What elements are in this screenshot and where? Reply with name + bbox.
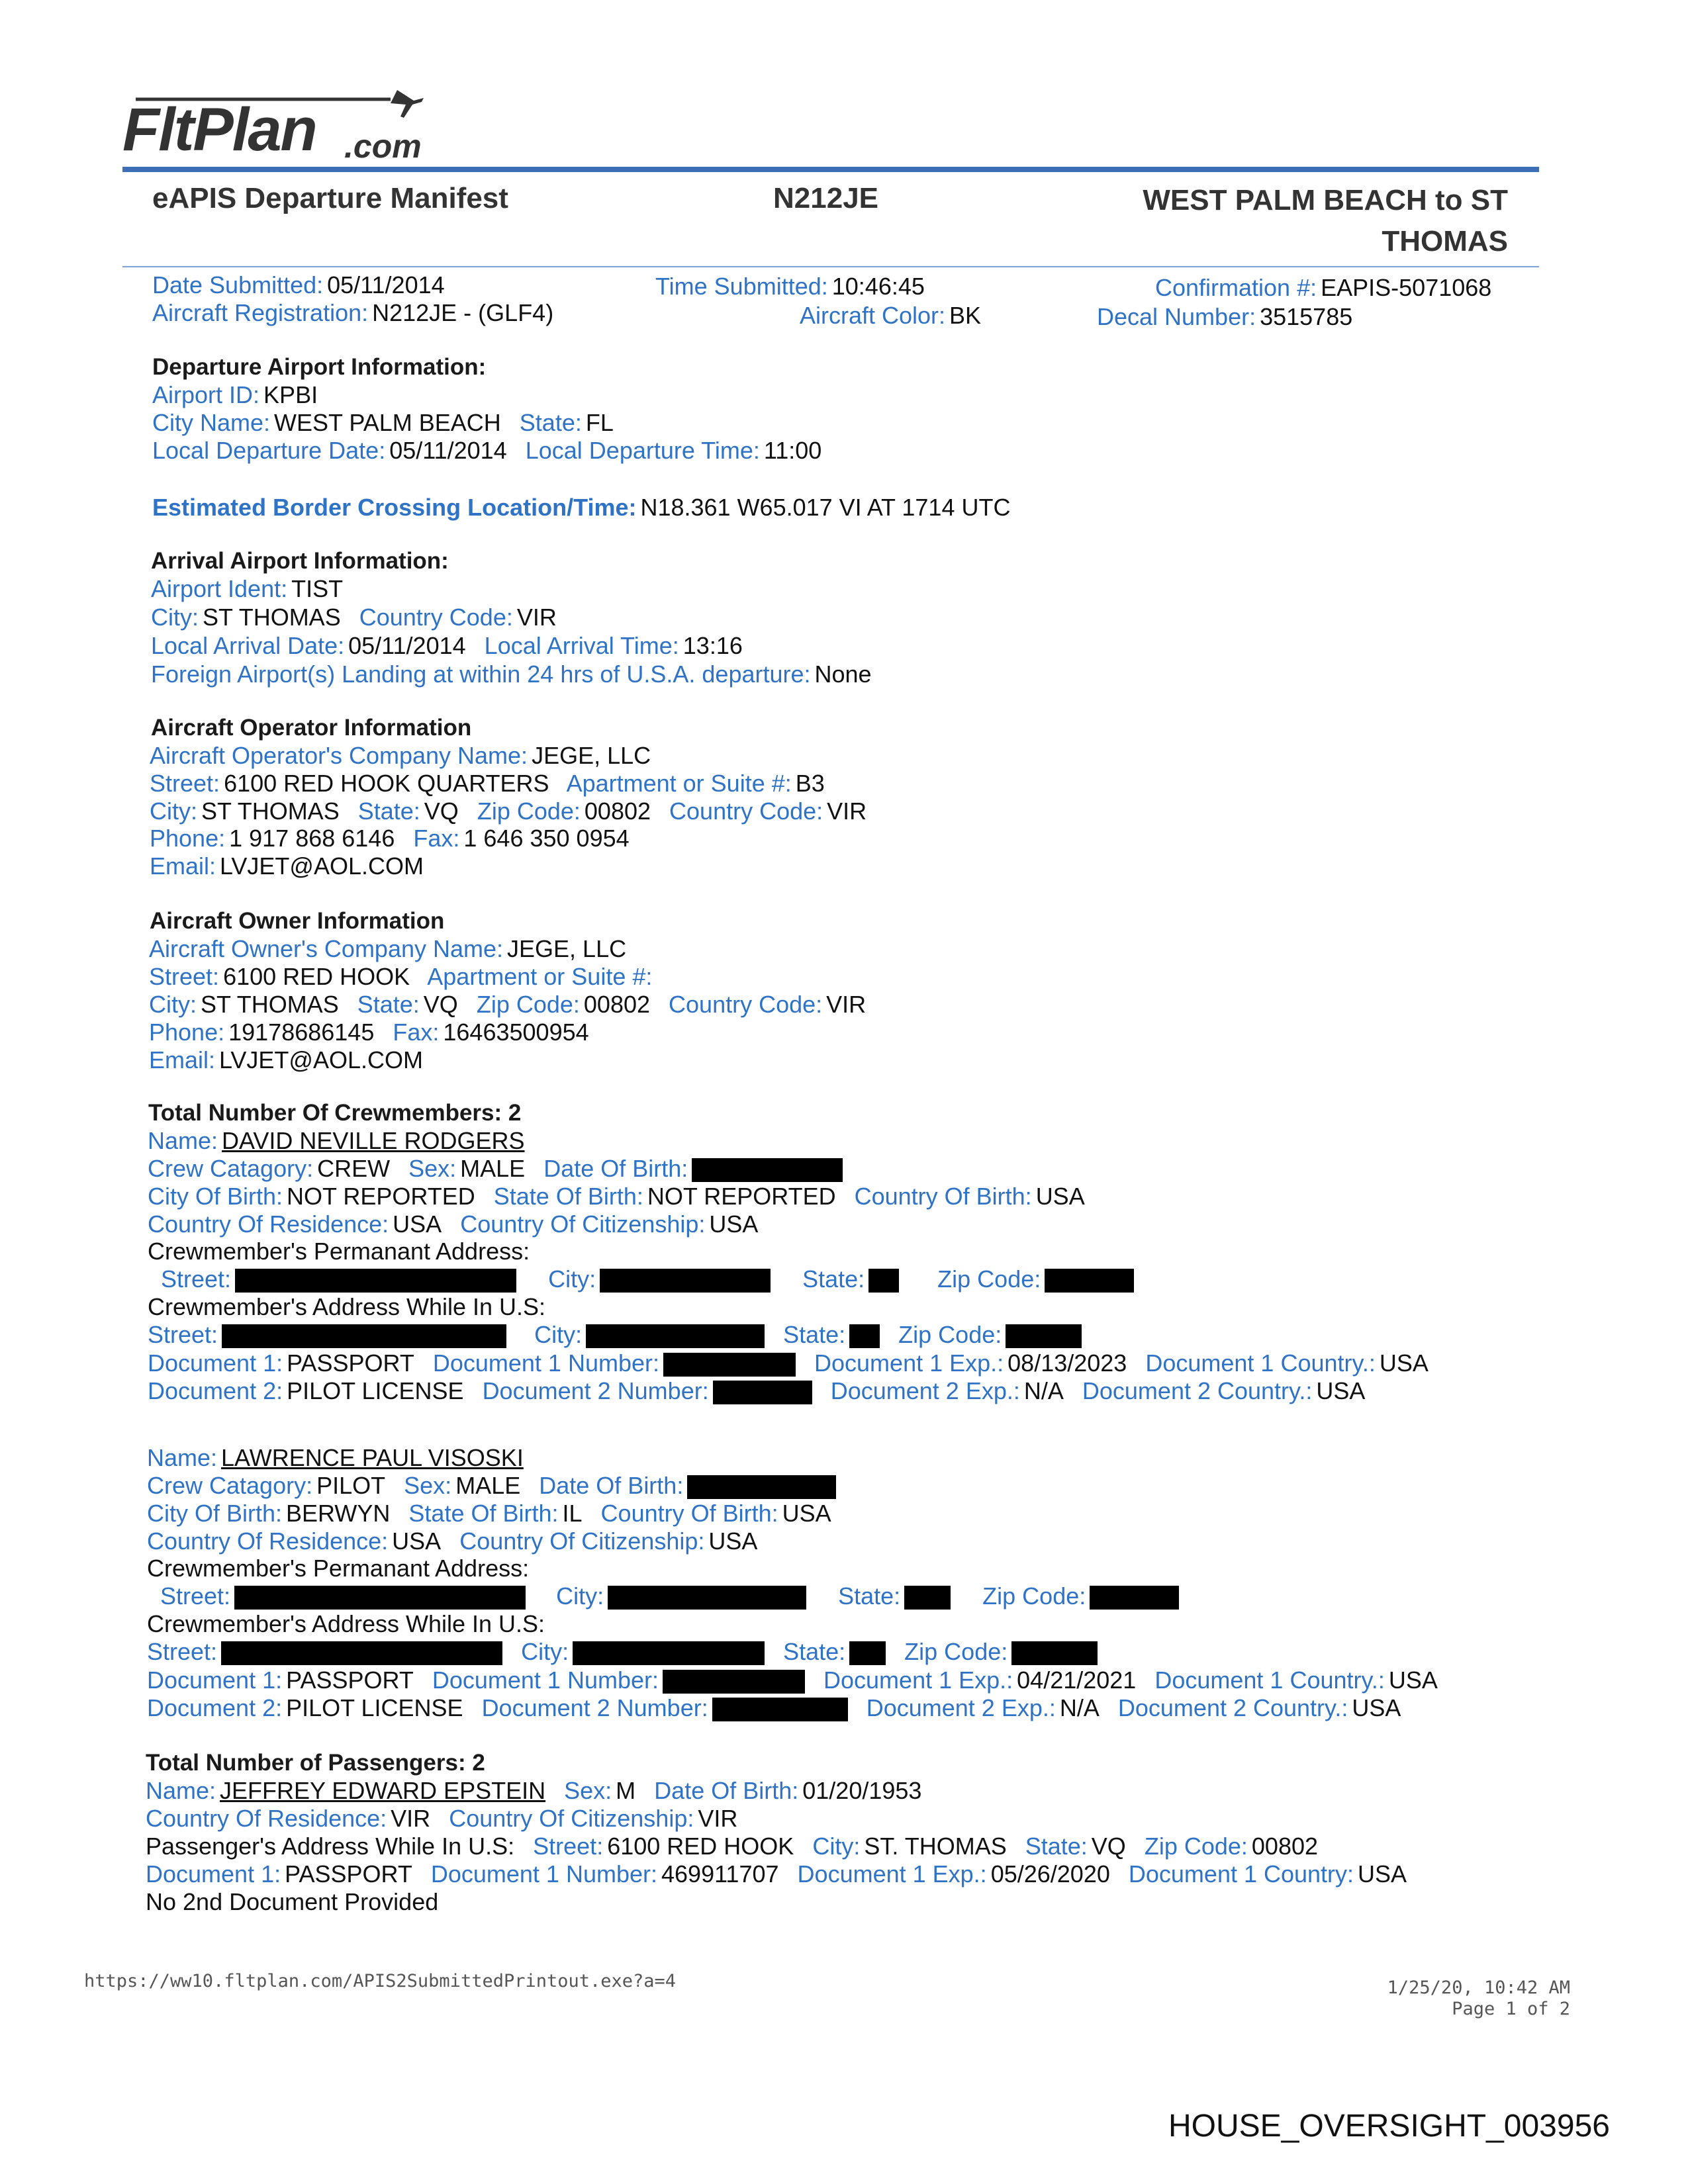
owner-street: Street: 6100 RED HOOK Apartment or Suite #: bbox=[149, 963, 653, 990]
departure-heading: Departure Airport Information: bbox=[152, 354, 487, 380]
page-title: eAPIS Departure Manifest bbox=[152, 182, 508, 214]
crew2-us-addr-label: Crewmember's Address While In U.S: bbox=[147, 1610, 545, 1637]
crew2-us-addr: Street: City: State: Zip Code: bbox=[147, 1638, 1109, 1666]
passenger-us-address: Passenger's Address While In U.S: Street: 6100 RED HOOK City: ST. THOMAS State: VQ Zip Code: 00802 bbox=[146, 1833, 1319, 1860]
meta-color: Aircraft Color: BK bbox=[800, 302, 982, 329]
crew2-name: Name: LAWRENCE PAUL VISOSKI bbox=[147, 1444, 524, 1471]
crew1-doc1: Document 1: PASSPORT Document 1 Number: Document 1 Exp.: 08/13/2023 Document 1 Country.: USA bbox=[148, 1349, 1429, 1377]
redaction-block bbox=[663, 1353, 796, 1377]
route-line-1: WEST PALM BEACH to ST bbox=[1143, 184, 1508, 216]
redaction-block bbox=[221, 1641, 502, 1665]
redaction-block bbox=[1045, 1269, 1134, 1293]
crew1-category: Crew Catagory: CREW Sex: MALE Date Of Birth: bbox=[148, 1155, 855, 1183]
redaction-block bbox=[234, 1586, 526, 1610]
redaction-block bbox=[904, 1586, 951, 1610]
footer-url: https://ww10.fltplan.com/APIS2SubmittedPrintout.exe?a=4 bbox=[84, 1971, 677, 1991]
route-line-2: THOMAS bbox=[1382, 225, 1508, 257]
passengers-heading: Total Number of Passengers: 2 bbox=[146, 1750, 485, 1776]
fltplan-logo bbox=[122, 86, 440, 172]
arrival-date-time: Local Arrival Date: 05/11/2014 Local Arrival Time: 13:16 bbox=[151, 632, 743, 659]
redaction-block bbox=[868, 1269, 899, 1293]
redaction-block bbox=[692, 1158, 843, 1182]
redaction-block bbox=[573, 1641, 765, 1665]
crew2-perm-addr-label: Crewmember's Permanant Address: bbox=[147, 1555, 530, 1582]
crew-heading: Total Number Of Crewmembers: 2 bbox=[148, 1100, 522, 1126]
redaction-block bbox=[1006, 1324, 1082, 1348]
owner-phone: Phone: 19178686145 Fax: 16463500954 bbox=[149, 1019, 589, 1046]
border-crossing: Estimated Border Crossing Location/Time: N18.361 W65.017 VI AT 1714 UTC bbox=[152, 494, 1011, 521]
crew1-name: Name: DAVID NEVILLE RODGERS bbox=[148, 1127, 525, 1154]
crew2-doc1: Document 1: PASSPORT Document 1 Number: Document 1 Exp.: 04/21/2021 Document 1 Country.: USA bbox=[147, 1666, 1438, 1694]
redaction-block bbox=[608, 1586, 806, 1610]
crew2-category: Crew Catagory: PILOT Sex: MALE Date Of Birth: bbox=[147, 1472, 848, 1500]
bates-number: HOUSE_OVERSIGHT_003956 bbox=[1168, 2109, 1610, 2144]
operator-phone: Phone: 1 917 868 6146 Fax: 1 646 350 0954 bbox=[150, 825, 630, 852]
arrival-heading: Arrival Airport Information: bbox=[151, 548, 449, 574]
meta-date-submitted: Date Submitted: 05/11/2014 bbox=[152, 271, 445, 298]
crew2-perm-addr: Street: City: State: Zip Code: bbox=[160, 1582, 1191, 1610]
owner-heading: Aircraft Owner Information bbox=[150, 908, 445, 934]
passenger-name: Name: JEFFREY EDWARD EPSTEIN Sex: M Date Of Birth: 01/20/1953 bbox=[146, 1777, 922, 1804]
redaction-block bbox=[849, 1641, 886, 1665]
footer-page: Page 1 of 2 bbox=[1452, 1999, 1570, 2019]
departure-airport-id: Airport ID: KPBI bbox=[152, 381, 318, 408]
arrival-city: City: ST THOMAS Country Code: VIR bbox=[151, 604, 557, 631]
meta-confirmation: Confirmation #: EAPIS-5071068 bbox=[1155, 274, 1492, 301]
crew2-birth: City Of Birth: BERWYN State Of Birth: IL Country Of Birth: USA bbox=[147, 1500, 831, 1527]
header-rule bbox=[122, 167, 1539, 172]
footer-datetime: 1/25/20, 10:42 AM bbox=[1387, 1978, 1570, 1998]
header-divider bbox=[122, 266, 1539, 267]
departure-city: City Name: WEST PALM BEACH State: FL bbox=[152, 409, 614, 436]
logo-text: FltPlan bbox=[122, 96, 316, 163]
departure-date-time: Local Departure Date: 05/11/2014 Local Departure Time: 11:00 bbox=[152, 437, 822, 464]
redaction-block bbox=[712, 1698, 848, 1721]
operator-heading: Aircraft Operator Information bbox=[151, 715, 472, 741]
operator-city: City: ST THOMAS State: VQ Zip Code: 00802 Country Code: VIR bbox=[150, 797, 867, 825]
redaction-block bbox=[235, 1269, 516, 1293]
arrival-foreign: Foreign Airport(s) Landing at within 24 hrs of U.S.A. departure: None bbox=[151, 660, 872, 688]
arrival-ident: Airport Ident: TIST bbox=[151, 575, 344, 602]
tail-number: N212JE bbox=[773, 182, 879, 214]
crew1-residence: Country Of Residence: USA Country Of Citizenship: USA bbox=[148, 1210, 759, 1238]
redaction-block bbox=[849, 1324, 880, 1348]
redaction-block bbox=[1090, 1586, 1179, 1610]
owner-company: Aircraft Owner's Company Name: JEGE, LLC bbox=[149, 935, 627, 962]
operator-email: Email: LVJET@AOL.COM bbox=[150, 852, 424, 880]
redaction-block bbox=[1011, 1641, 1098, 1665]
owner-email: Email: LVJET@AOL.COM bbox=[149, 1046, 423, 1073]
crew1-us-addr: Street: City: State: Zip Code: bbox=[148, 1321, 1094, 1349]
crew1-perm-addr-label: Crewmember's Permanant Address: bbox=[148, 1238, 530, 1265]
owner-city: City: ST THOMAS State: VQ Zip Code: 00802 Country Code: VIR bbox=[149, 991, 867, 1018]
logo-suffix: .com bbox=[344, 128, 422, 165]
operator-company: Aircraft Operator's Company Name: JEGE, LLC bbox=[150, 742, 651, 769]
redaction-block bbox=[600, 1269, 771, 1293]
redaction-block bbox=[713, 1381, 812, 1404]
redaction-block bbox=[586, 1324, 765, 1348]
crew2-residence: Country Of Residence: USA Country Of Citizenship: USA bbox=[147, 1527, 758, 1555]
passenger-no-doc2: No 2nd Document Provided bbox=[146, 1888, 439, 1915]
crew2-doc2: Document 2: PILOT LICENSE Document 2 Number: Document 2 Exp.: N/A Document 2 Country.: USA bbox=[147, 1694, 1401, 1721]
meta-registration: Aircraft Registration: N212JE - (GLF4) bbox=[152, 299, 554, 326]
meta-time-submitted: Time Submitted: 10:46:45 bbox=[655, 273, 925, 300]
crew1-perm-addr: Street: City: State: Zip Code: bbox=[161, 1265, 1146, 1293]
redaction-block bbox=[222, 1324, 506, 1348]
crew1-us-addr-label: Crewmember's Address While In U.S: bbox=[148, 1293, 546, 1320]
meta-decal: Decal Number: 3515785 bbox=[1097, 303, 1353, 330]
redaction-block bbox=[687, 1475, 836, 1499]
redaction-block bbox=[663, 1670, 805, 1694]
operator-street: Street: 6100 RED HOOK QUARTERS Apartment or Suite #: B3 bbox=[150, 770, 825, 797]
crew1-doc2: Document 2: PILOT LICENSE Document 2 Number: Document 2 Exp.: N/A Document 2 Country.: USA bbox=[148, 1377, 1366, 1404]
passenger-doc1: Document 1: PASSPORT Document 1 Number: 469911707 Document 1 Exp.: 05/26/2020 Document 1 Country: USA bbox=[146, 1860, 1407, 1888]
crew1-birth: City Of Birth: NOT REPORTED State Of Birth: NOT REPORTED Country Of Birth: USA bbox=[148, 1183, 1085, 1210]
passenger-residence: Country Of Residence: VIR Country Of Citizenship: VIR bbox=[146, 1805, 738, 1832]
